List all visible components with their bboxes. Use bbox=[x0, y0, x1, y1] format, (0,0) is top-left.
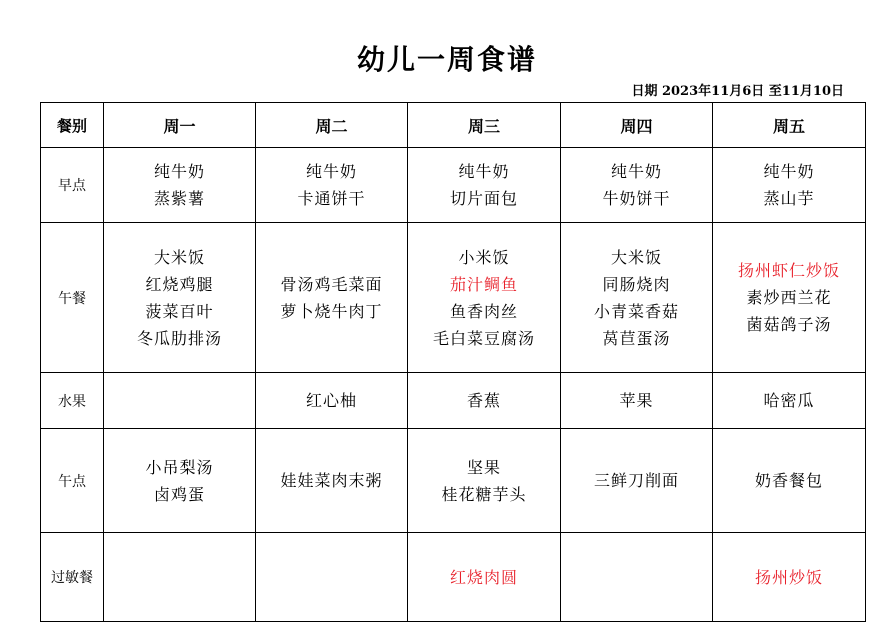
menu-item: 菌菇鸽子汤 bbox=[746, 315, 832, 334]
menu-cell bbox=[256, 429, 408, 533]
menu-cell bbox=[104, 148, 256, 223]
menu-item: 牛奶饼干 bbox=[602, 189, 671, 208]
menu-item: 大米饭 bbox=[153, 247, 205, 267]
meal-label: 午餐 bbox=[41, 223, 104, 373]
menu-item: 小米饭 bbox=[458, 247, 510, 267]
meal-row-lunch bbox=[41, 223, 866, 373]
menu-cell bbox=[713, 223, 866, 373]
header-day: 周二 bbox=[256, 103, 408, 148]
menu-cell bbox=[104, 373, 256, 429]
menu-item: 红心柚 bbox=[305, 391, 357, 410]
menu-item: 蒸紫薯 bbox=[153, 189, 205, 208]
header-row bbox=[41, 103, 866, 148]
menu-item: 大米饭 bbox=[610, 247, 662, 267]
menu-item: 切片面包 bbox=[449, 189, 518, 208]
meal-label: 过敏餐 bbox=[41, 533, 104, 622]
menu-item: 卤鸡蛋 bbox=[153, 484, 205, 504]
menu-item: 娃娃菜肉末粥 bbox=[280, 471, 383, 490]
menu-item: 桂花糖芋头 bbox=[441, 484, 527, 504]
menu-cell bbox=[561, 223, 713, 373]
page-title: 幼儿一周食谱 bbox=[356, 43, 537, 76]
menu-cell bbox=[713, 429, 866, 533]
meal-row-breakfast bbox=[41, 148, 866, 223]
menu-item: 纯牛奶 bbox=[610, 162, 662, 181]
menu-cell bbox=[408, 429, 561, 533]
menu-item: 香蕉 bbox=[466, 391, 501, 410]
menu-item: 三鲜刀削面 bbox=[593, 471, 679, 490]
menu-cell bbox=[408, 373, 561, 429]
meal-label: 早点 bbox=[41, 148, 104, 223]
meal-row-fruit bbox=[41, 373, 866, 429]
menu-item: 红烧肉圆 bbox=[449, 567, 518, 587]
menu-cell bbox=[256, 148, 408, 223]
menu-item: 骨汤鸡毛菜面 bbox=[280, 274, 383, 294]
menu-cell bbox=[561, 148, 713, 223]
header-day: 周三 bbox=[408, 103, 561, 148]
menu-item: 冬瓜肋排汤 bbox=[136, 328, 222, 348]
menu-item: 扬州虾仁炒饭 bbox=[737, 261, 840, 280]
header-day: 周一 bbox=[104, 103, 256, 148]
menu-item: 蒸山芋 bbox=[763, 189, 815, 208]
menu-item: 毛白菜豆腐汤 bbox=[432, 328, 535, 348]
menu-item: 小吊梨汤 bbox=[145, 457, 214, 477]
meal-label: 午点 bbox=[41, 429, 104, 533]
menu-item: 红烧鸡腿 bbox=[145, 274, 214, 294]
menu-cell bbox=[104, 429, 256, 533]
menu-item: 素炒西兰花 bbox=[746, 288, 832, 307]
menu-item: 纯牛奶 bbox=[153, 162, 205, 181]
menu-item: 哈密瓜 bbox=[763, 391, 815, 410]
menu-cell bbox=[713, 148, 866, 223]
menu-cell bbox=[561, 533, 713, 622]
menu-item: 萝卜烧牛肉丁 bbox=[280, 301, 383, 321]
menu-item: 菠菜百叶 bbox=[145, 301, 214, 321]
menu-cell bbox=[104, 223, 256, 373]
menu-cell bbox=[256, 533, 408, 622]
meal-row-allergy bbox=[41, 533, 866, 622]
meal-label: 水果 bbox=[41, 373, 104, 429]
menu-item: 莴苣蛋汤 bbox=[602, 328, 671, 348]
menu-cell bbox=[408, 533, 561, 622]
header-day: 周四 bbox=[561, 103, 713, 148]
weekly-menu-table bbox=[40, 102, 866, 622]
menu-cell bbox=[561, 373, 713, 429]
menu-item: 纯牛奶 bbox=[305, 162, 357, 181]
menu-item: 同肠烧肉 bbox=[602, 274, 671, 294]
menu-item: 纯牛奶 bbox=[763, 162, 815, 181]
menu-item: 卡通饼干 bbox=[297, 189, 366, 208]
menu-cell bbox=[713, 533, 866, 622]
menu-item: 鱼香肉丝 bbox=[449, 301, 518, 321]
date-range: 日期 2023年11月6日 至11月10日 bbox=[631, 84, 844, 99]
menu-item: 扬州炒饭 bbox=[754, 567, 823, 587]
menu-cell bbox=[561, 429, 713, 533]
menu-item: 小青菜香菇 bbox=[593, 301, 679, 321]
menu-item: 苹果 bbox=[619, 391, 654, 410]
menu-cell bbox=[104, 533, 256, 622]
header-day: 周五 bbox=[713, 103, 866, 148]
menu-cell bbox=[713, 373, 866, 429]
menu-item: 纯牛奶 bbox=[458, 162, 510, 181]
menu-cell bbox=[256, 373, 408, 429]
menu-cell bbox=[408, 148, 561, 223]
header-corner: 餐别 bbox=[41, 103, 104, 148]
menu-item: 茄汁鲷鱼 bbox=[449, 274, 518, 294]
menu-cell bbox=[408, 223, 561, 373]
menu-item: 坚果 bbox=[466, 457, 501, 477]
menu-item: 奶香餐包 bbox=[754, 471, 823, 490]
meal-row-snack bbox=[41, 429, 866, 533]
menu-cell bbox=[256, 223, 408, 373]
